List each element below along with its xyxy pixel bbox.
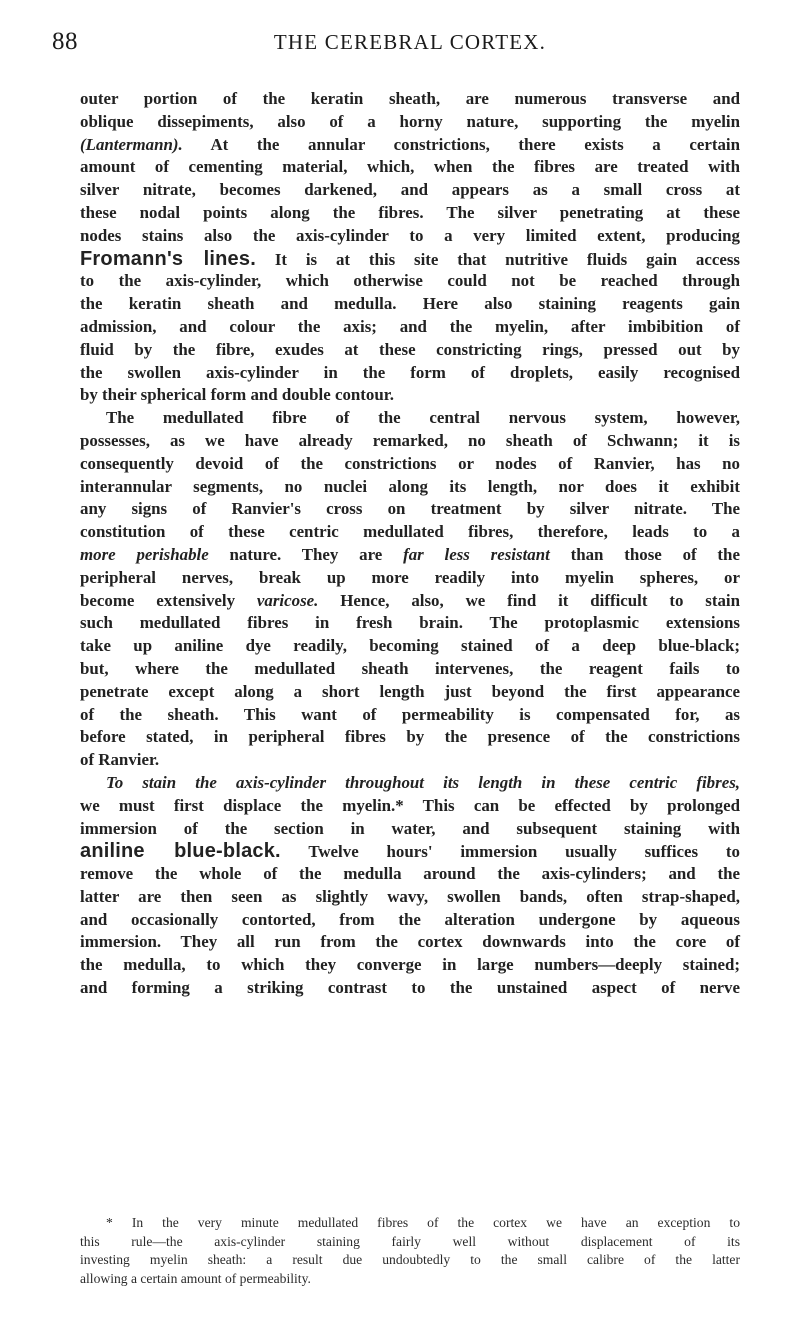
text-line: immersion. They all run from the cortex downwards into the core of (80, 932, 740, 952)
text-line: fluid by the fibre, exudes at these constricting rings, pressed out by (80, 339, 740, 359)
text-span: Hence, also, we find it difficult to stain (340, 590, 740, 610)
text-line: the keratin sheath and medulla. Here also staining reagents gain (80, 294, 740, 314)
text-line: the medulla, to which they converge in large numbers—deeply stained; (80, 955, 740, 975)
text-line (80, 248, 740, 271)
text-line: immersion of the section in water, and subsequent staining with (80, 818, 740, 838)
text-line: interannular segments, no nuclei along its length, nor does it exhibit (80, 476, 740, 496)
text-line: of Ranvier. (80, 750, 160, 770)
text-span: At the annular constrictions, there exists a certain (210, 134, 740, 154)
text-line (80, 544, 740, 567)
footnote-line: investing myelin sheath: a result due undoubtedly to the small calibre of the latter (80, 1252, 740, 1268)
text-line: possesses, as we have already remarked, no sheath of Schwann; it is (80, 430, 740, 450)
text-line: remove the whole of the medulla around the axis-cylinders; and the (80, 864, 740, 884)
text-line: take up aniline dye readily, becoming stained of a deep blue-black; (80, 636, 740, 656)
footnote (80, 1214, 740, 1288)
text-line: any signs of Ranvier's cross on treatment by silver nitrate. The (80, 499, 740, 519)
footnote-line: * In the very minute medullated fibres of the cortex we have an exception to (106, 1215, 740, 1230)
text-line: before stated, in peripheral fibres by the presence of the constrictions (80, 727, 740, 747)
text-line: we must first displace the myelin.* This can be effected by prolonged (80, 795, 740, 815)
text-line (80, 840, 740, 863)
text-span: become extensively (80, 590, 236, 610)
text-line: of the sheath. This want of permeability is compensated for, as (80, 704, 740, 724)
footnote-line: allowing a certain amount of permeability. (80, 1270, 311, 1286)
text-line (80, 134, 740, 157)
italic-emphasis: To stain the axis-cylinder throughout its length in these centric fibres, (106, 772, 740, 792)
running-head (0, 20, 800, 60)
text-line: oblique dissepiments, also of a horny nature, supporting the myelin (80, 111, 740, 131)
running-title: THE CEREBRAL CORTEX. (273, 30, 547, 54)
text-line: such medullated fibres in fresh brain. The protoplasmic extensions (80, 613, 740, 633)
text-line: consequently devoid of the constrictions or nodes of Ranvier, has no (80, 453, 740, 473)
text-line: outer portion of the keratin sheath, are numerous transverse and (80, 89, 740, 108)
text-line: these nodal points along the fibres. The silver penetrating at these (80, 202, 740, 222)
text-line: silver nitrate, becomes darkened, and appears as a small cross at (80, 180, 740, 200)
text-line: by their spherical form and double contour. (80, 385, 394, 405)
text-line: penetrate except along a short length just beyond the first appearance (80, 681, 740, 701)
text-line: amount of cementing material, which, when the fibres are treated with (80, 157, 740, 177)
text-line: nodes stains also the axis-cylinder to a very limited extent, producing (80, 225, 740, 245)
text-line: and occasionally contorted, from the alteration undergone by aqueous (80, 909, 740, 929)
text-span: nature. They are (229, 544, 383, 564)
text-line (80, 772, 740, 795)
text-line: peripheral nerves, break up more readily into myelin spheres, or (80, 567, 740, 587)
text-span: Twelve hours' immersion usually suffices to (308, 842, 740, 862)
text-line (80, 590, 740, 613)
italic-emphasis: more perishable (80, 544, 209, 564)
text-line: but, where the medullated sheath intervenes, the reagent fails to (80, 658, 740, 678)
text-line: admission, and colour the axis; and the myelin, after imbibition of (80, 316, 740, 336)
text-span: than those of the (570, 544, 740, 564)
text-line: and forming a striking contrast to the unstained aspect of nerve (80, 978, 740, 998)
text-line: The medullated fibre of the central nervous system, however, (106, 408, 740, 428)
italic-emphasis: far less resistant (403, 544, 550, 564)
text-line: the swollen axis-cylinder in the form of droplets, easily recognised (80, 362, 740, 382)
body-text (80, 88, 740, 1000)
text-span: It is at this site that nutritive fluids gain access (274, 249, 741, 269)
text-line: latter are then seen as slightly wavy, swollen bands, often strap-shaped, (80, 886, 740, 906)
sans-lead-term: Fromann's lines. (80, 247, 256, 270)
footnote-line: this rule—the axis-cylinder staining fairly well without displacement of its (80, 1233, 740, 1249)
page-number: 88 (52, 28, 78, 55)
text-line: to the axis-cylinder, which otherwise could not be reached through (80, 271, 740, 291)
text-line: constitution of these centric medullated fibres, therefore, leads to a (80, 522, 740, 542)
italic-citation: (Lantermann). (80, 134, 183, 154)
italic-emphasis: varicose. (256, 590, 319, 610)
sans-lead-term: aniline blue-black. (80, 840, 281, 863)
